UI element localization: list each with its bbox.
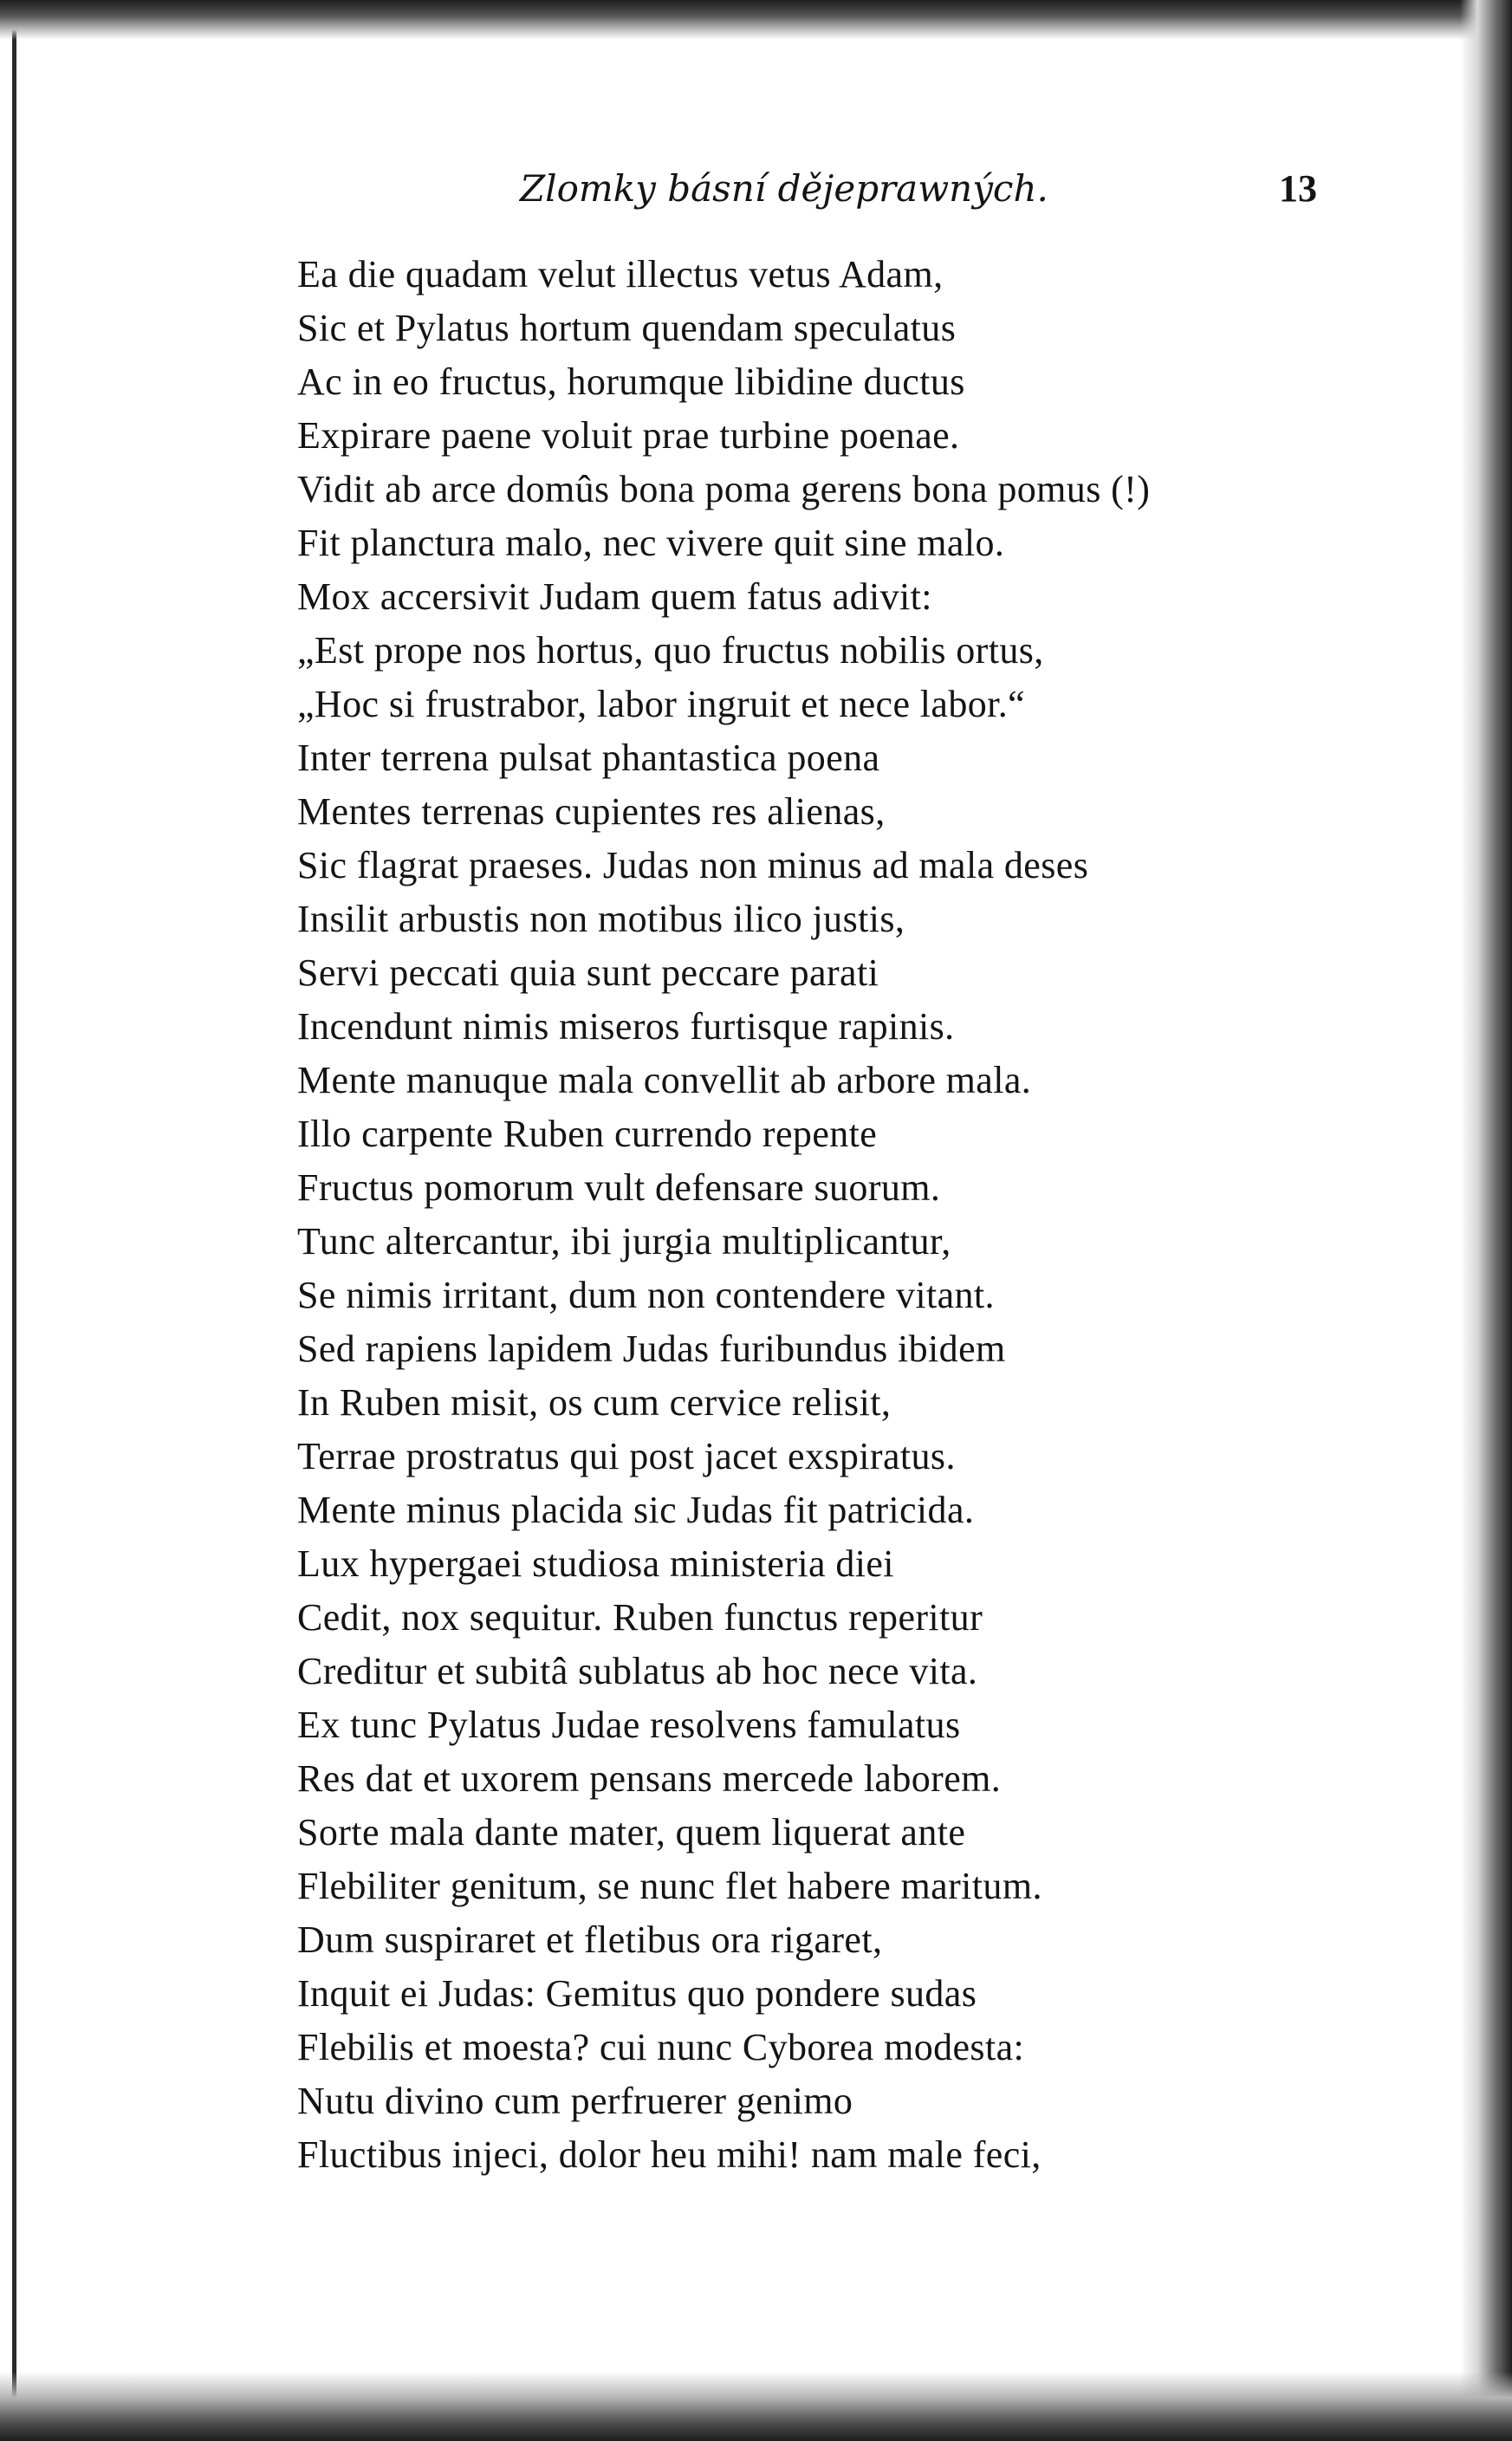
poem-line: Inquit ei Judas: Gemitus quo pondere sudas (297, 1972, 977, 2015)
poem-line: Inter terrena pulsat phantastica poena (297, 737, 880, 779)
poem-line: Ac in eo fructus, horumque libidine ductus (297, 360, 965, 403)
poem-line: Res dat et uxorem pensans mercede laborem. (297, 1757, 1002, 1800)
poem-line: Fluctibus injeci, dolor heu mihi! nam male feci, (297, 2133, 1042, 2176)
poem-line: Flebilis et moesta? cui nunc Cyborea modesta: (297, 2026, 1025, 2068)
poem-line: In Ruben misit, os cum cervice relisit, (297, 1381, 892, 1424)
poem-line: „Hoc si frustrabor, labor ingruit et nece labor.“ (297, 683, 1026, 725)
poem-text (297, 248, 1372, 2182)
poem-line: Sed rapiens lapidem Judas furibundus ibidem (297, 1328, 1006, 1370)
poem-line: Ex tunc Pylatus Judae resolvens famulatus (297, 1704, 961, 1746)
poem-line: Ea die quadam velut illectus vetus Adam, (297, 253, 944, 295)
poem-line: Tunc altercantur, ibi jurgia multiplicantur, (297, 1220, 951, 1263)
poem-line: Flebiliter genitum, se nunc flet habere maritum. (297, 1865, 1042, 1907)
poem-line: Sic flagrat praeses. Judas non minus ad mala deses (297, 844, 1089, 886)
running-title: Zlomky básní dějeprawných. (520, 167, 1048, 210)
poem-line: Insilit arbustis non motibus ilico justis, (297, 898, 905, 940)
page-left-rule (12, 0, 16, 2441)
poem-line: „Est prope nos hortus, quo fructus nobilis ortus, (297, 629, 1044, 672)
poem-line: Servi peccati quia sunt peccare parati (297, 951, 879, 994)
poem-line: Mentes terrenas cupientes res alienas, (297, 790, 886, 833)
poem-line: Se nimis irritant, dum non contendere vitant. (297, 1274, 995, 1316)
poem-line: Creditur et subitâ sublatus ab hoc nece vita. (297, 1650, 978, 1692)
scan-top-edge (0, 0, 1512, 40)
scan-right-edge (1460, 0, 1512, 2441)
poem-line: Mox accersivit Judam quem fatus adivit: (297, 575, 932, 618)
poem-line: Illo carpente Ruben currendo repente (297, 1113, 878, 1155)
poem-line: Lux hypergaei studiosa ministeria diei (297, 1542, 894, 1585)
poem-line: Fit planctura malo, nec vivere quit sine malo. (297, 522, 1005, 564)
poem-line: Fructus pomorum vult defensare suorum. (297, 1166, 941, 1209)
poem-line: Mente manuque mala convellit ab arbore mala. (297, 1059, 1032, 1101)
scan-bottom-edge (0, 2372, 1512, 2441)
poem-line: Dum suspiraret et fletibus ora rigaret, (297, 1918, 883, 1961)
page-header (520, 163, 1317, 215)
poem-line: Sic et Pylatus hortum quendam speculatus (297, 307, 957, 349)
poem-line: Cedit, nox sequitur. Ruben functus reperitur (297, 1596, 983, 1639)
poem-line: Incendunt nimis miseros furtisque rapinis. (297, 1005, 955, 1048)
poem-line: Mente minus placida sic Judas fit patricida. (297, 1489, 975, 1531)
page-number: 13 (1279, 167, 1317, 210)
poem-line: Sorte mala dante mater, quem liquerat ante (297, 1811, 966, 1853)
poem-line: Nutu divino cum perfruerer genimo (297, 2080, 853, 2122)
poem-line: Expirare paene voluit prae turbine poenae. (297, 414, 960, 457)
poem-line: Vidit ab arce domûs bona poma gerens bona pomus (!) (297, 468, 1151, 510)
poem-line: Terrae prostratus qui post jacet exspiratus. (297, 1435, 956, 1477)
